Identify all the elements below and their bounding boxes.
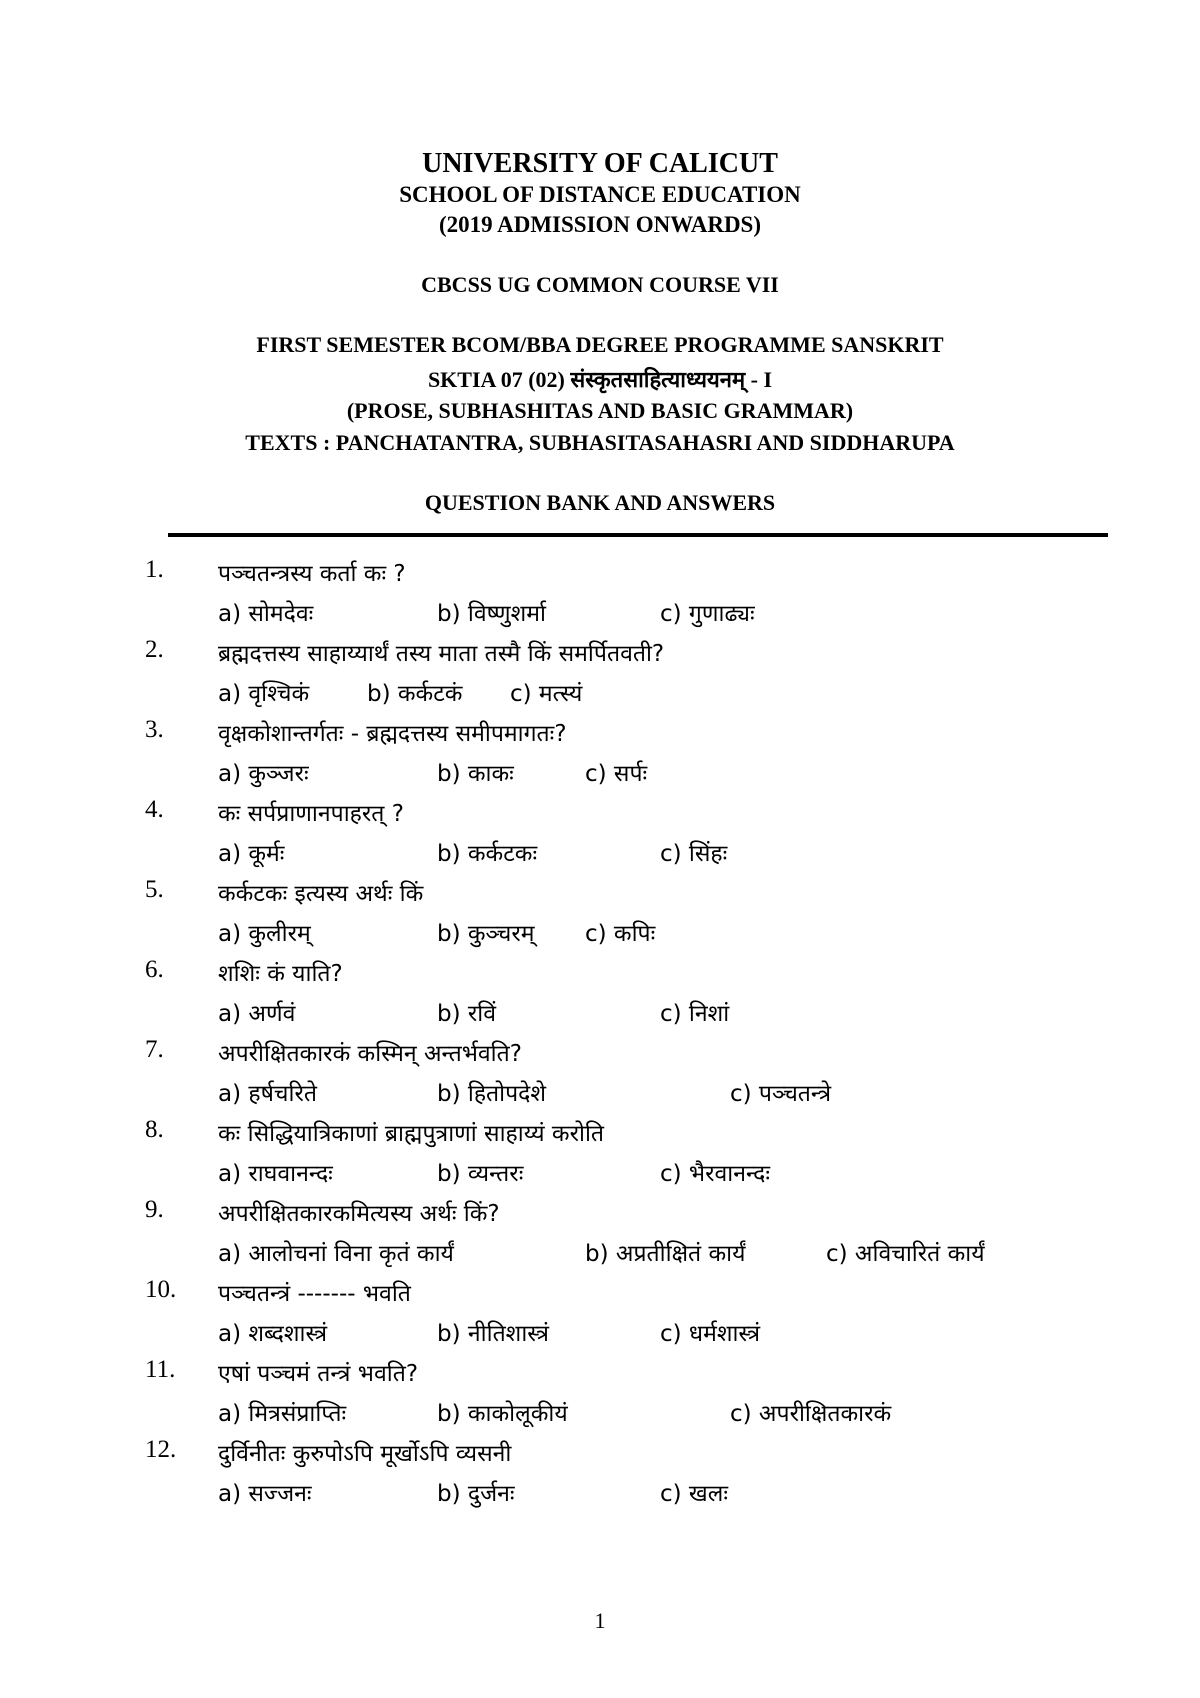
texts-line: TEXTS : PANCHATANTRA, SUBHASITASAHASRI AND SIDDHARUPA bbox=[245, 430, 955, 455]
page-number: 1 bbox=[594, 1608, 606, 1633]
question-text: अपरीक्षितकारकमित्यस्य अर्थः किं? bbox=[218, 1201, 500, 1227]
admission-line: (2019 ADMISSION ONWARDS) bbox=[438, 212, 762, 237]
question-text: दुर्विनीतः कुरुपोऽपि मूर्खोऽपि व्यसनी bbox=[218, 1441, 512, 1467]
option-b: b) विष्णुशर्मा bbox=[437, 601, 547, 627]
question-text: अपरीक्षितकारकं कस्मिन् अन्तर्भवति? bbox=[218, 1041, 522, 1067]
question-number: 11. bbox=[145, 1356, 176, 1383]
option-a: a) वृश्चिकं bbox=[218, 681, 310, 707]
question-item bbox=[0, 556, 1200, 636]
option-a: a) कूर्मः bbox=[218, 841, 285, 867]
question-text: पञ्चतन्त्रस्य कर्ता कः ? bbox=[218, 561, 406, 587]
question-number: 7. bbox=[145, 1036, 164, 1063]
question-text: पञ्चतन्त्रं ------- भवति bbox=[218, 1281, 411, 1307]
option-b: b) कुञ्चरम् bbox=[437, 921, 535, 947]
option-c: c) खलः bbox=[660, 1481, 728, 1507]
question-item bbox=[0, 1356, 1200, 1436]
option-a: a) राघवानन्दः bbox=[218, 1161, 333, 1187]
question-item bbox=[0, 796, 1200, 876]
question-number: 2. bbox=[145, 636, 164, 663]
option-c: c) सर्पः bbox=[585, 761, 648, 787]
question-text: वृक्षकोशान्तर्गतः - ब्रह्मदत्तस्य समीपमागतः? bbox=[218, 721, 567, 747]
question-text: कर्कटकः इत्यस्य अर्थः किं bbox=[218, 881, 424, 907]
question-item bbox=[0, 1116, 1200, 1196]
option-a: a) शब्दशास्त्रं bbox=[218, 1321, 328, 1347]
option-b: b) नीतिशास्त्रं bbox=[437, 1321, 549, 1347]
question-number: 5. bbox=[145, 876, 164, 903]
question-item bbox=[0, 876, 1200, 956]
question-item bbox=[0, 1276, 1200, 1356]
question-number: 1. bbox=[145, 556, 164, 583]
question-number: 3. bbox=[145, 716, 164, 743]
question-item bbox=[0, 956, 1200, 1036]
question-text: एषां पञ्चमं तन्त्रं भवति? bbox=[218, 1361, 419, 1387]
question-item bbox=[0, 636, 1200, 716]
prose-line: (PROSE, SUBHASHITAS AND BASIC GRAMMAR) bbox=[346, 398, 854, 423]
option-c: c) धर्मशास्त्रं bbox=[660, 1321, 761, 1347]
question-item bbox=[0, 1196, 1200, 1276]
option-b: b) काकोलूकीयं bbox=[437, 1401, 568, 1427]
semester-line: FIRST SEMESTER BCOM/BBA DEGREE PROGRAMME SANSKRIT bbox=[256, 332, 944, 357]
option-c: c) भैरवानन्दः bbox=[660, 1161, 770, 1187]
option-b: b) व्यन्तरः bbox=[437, 1161, 524, 1187]
option-b: b) कर्कटकः bbox=[437, 841, 538, 867]
question-number: 8. bbox=[145, 1116, 164, 1143]
option-b: b) रविं bbox=[437, 1001, 497, 1027]
question-item bbox=[0, 716, 1200, 796]
question-bank-title: QUESTION BANK AND ANSWERS bbox=[424, 490, 776, 515]
option-b: b) काकः bbox=[437, 761, 514, 787]
course-code-line: SKTIA 07 (02) संस्कृतसाहित्याध्ययनम् - I bbox=[427, 367, 773, 392]
question-text: ब्रह्मदत्तस्य साहाय्यार्थं तस्य माता तस्मै किं समर्पितवती? bbox=[218, 641, 665, 667]
option-b: b) अप्रतीक्षितं कार्यं bbox=[585, 1241, 746, 1267]
course-title: CBCSS UG COMMON COURSE VII bbox=[421, 272, 779, 297]
option-a: a) आलोचनां विना कृतं कार्यं bbox=[218, 1241, 454, 1267]
option-c: c) निशां bbox=[660, 1001, 730, 1027]
question-number: 4. bbox=[145, 796, 164, 823]
question-item bbox=[0, 1036, 1200, 1116]
option-a: a) अर्णवं bbox=[218, 1001, 296, 1027]
option-c: c) अविचारितं कार्यं bbox=[826, 1241, 985, 1267]
option-c: c) कपिः bbox=[585, 921, 656, 947]
option-c: c) गुणाढ्यः bbox=[660, 601, 755, 627]
question-item bbox=[0, 1436, 1200, 1516]
question-number: 9. bbox=[145, 1196, 164, 1223]
option-b: b) दुर्जनः bbox=[437, 1481, 515, 1507]
option-c: c) मत्स्यं bbox=[510, 681, 583, 707]
question-number: 6. bbox=[145, 956, 164, 983]
option-a: a) सोमदेवः bbox=[218, 601, 314, 627]
option-a: a) कुञ्जरः bbox=[218, 761, 309, 787]
question-number: 12. bbox=[145, 1436, 177, 1463]
option-a: a) हर्षचरिते bbox=[218, 1081, 317, 1107]
option-a: a) कुलीरम् bbox=[218, 921, 311, 947]
question-text: कः सिद्धियात्रिकाणां ब्राह्मपुत्राणां साहाय्यं करोति bbox=[218, 1121, 605, 1147]
question-text: शशिः कं याति? bbox=[218, 961, 343, 987]
school-title: SCHOOL OF DISTANCE EDUCATION bbox=[399, 182, 801, 207]
header-divider bbox=[168, 533, 1108, 537]
option-c: c) अपरीक्षितकारकं bbox=[730, 1401, 892, 1427]
option-c: c) सिंहः bbox=[660, 841, 728, 867]
option-c: c) पञ्चतन्त्रे bbox=[730, 1081, 832, 1107]
option-b: b) कर्कटकं bbox=[367, 681, 463, 707]
question-number: 10. bbox=[145, 1276, 177, 1303]
question-text: कः सर्पप्राणानपाहरत् ? bbox=[218, 801, 404, 827]
option-b: b) हितोपदेशे bbox=[437, 1081, 547, 1107]
option-a: a) सज्जनः bbox=[218, 1481, 312, 1507]
option-a: a) मित्रसंप्राप्तिः bbox=[218, 1401, 347, 1427]
university-title: UNIVERSITY OF CALICUT bbox=[422, 148, 778, 179]
